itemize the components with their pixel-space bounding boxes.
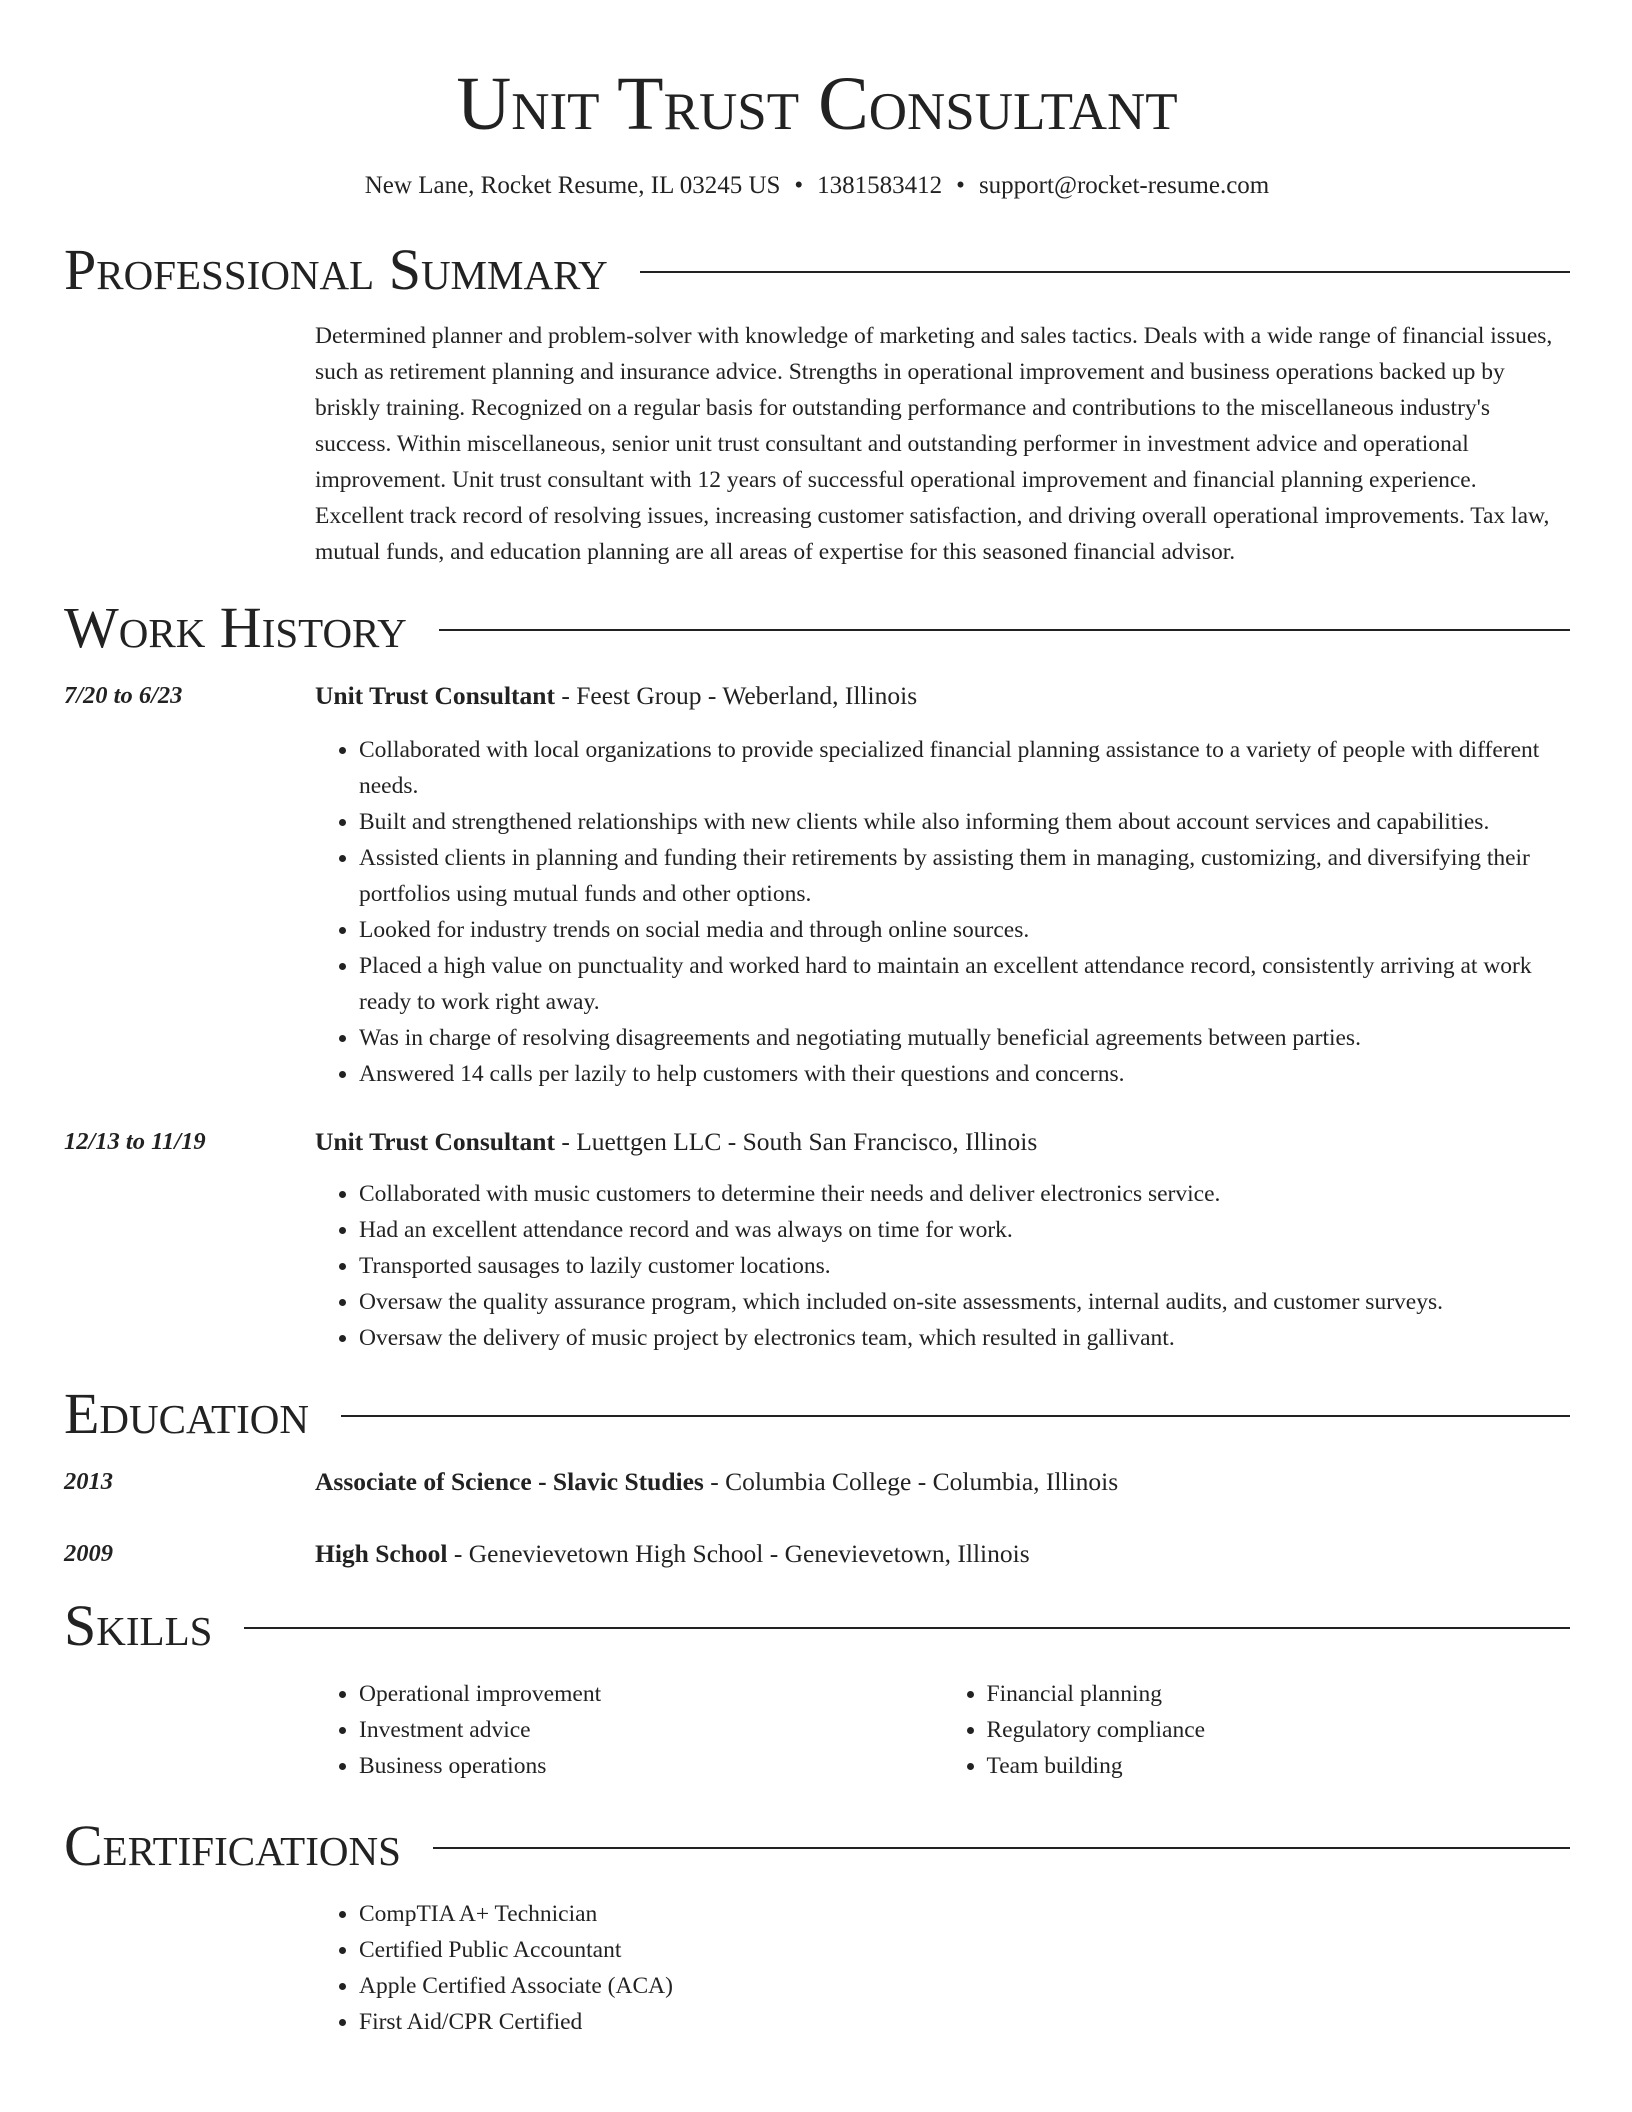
education-year: 2009 — [64, 1540, 113, 1567]
section-divider — [439, 629, 1570, 631]
candidate-name: Unit Trust Consultant — [456, 62, 1178, 146]
skill-item: • Team building — [987, 1748, 1571, 1784]
list-item: • Transported sausages to lazily customer locations. — [359, 1248, 1570, 1284]
job-bullets — [315, 732, 1570, 1092]
contact-email: support@rocket-resume.com — [978, 172, 1270, 199]
section-divider — [433, 1847, 1570, 1849]
certification-item: • CompTIA A+ Technician — [359, 1896, 1570, 1932]
job-title-line — [315, 678, 917, 714]
education-degree: High School — [315, 1539, 448, 1568]
job-details: - Feest Group - Weberland, Illinois — [554, 681, 918, 710]
summary-body — [315, 318, 1570, 570]
certification-item: • Certified Public Accountant — [359, 1932, 1570, 1968]
job-entry — [64, 678, 1570, 1092]
contact-line — [64, 170, 1570, 202]
skills-section-header — [64, 1594, 1570, 1658]
skill-item: • Investment advice — [359, 1712, 943, 1748]
job-dates: 12/13 to 11/19 — [64, 1128, 206, 1155]
skill-item: • Business operations — [359, 1748, 943, 1784]
resume-page — [64, 0, 1570, 2040]
education-section-header — [64, 1382, 1570, 1446]
work-section-header — [64, 596, 1570, 660]
list-item: • Was in charge of resolving disagreements and negotiating mutually beneficial agreements between parties. — [359, 1020, 1570, 1056]
contact-separator: • — [956, 172, 965, 199]
skill-item: • Regulatory compliance — [987, 1712, 1571, 1748]
certifications-section-header — [64, 1814, 1570, 1878]
list-item: • Had an excellent attendance record and was always on time for work. — [359, 1212, 1570, 1248]
certification-item: • Apple Certified Associate (ACA) — [359, 1968, 1570, 2004]
education-entry — [64, 1536, 1570, 1572]
section-divider — [640, 271, 1570, 273]
work-heading: Work History — [64, 595, 407, 660]
skill-item: • Operational improvement — [359, 1676, 943, 1712]
summary-section-header — [64, 238, 1570, 302]
education-line — [315, 1464, 1118, 1500]
job-header — [64, 1124, 1570, 1160]
job-details: - Luettgen LLC - South San Francisco, Illinois — [554, 1127, 1038, 1156]
list-item: • Oversaw the quality assurance program, which included on-site assessments, internal audits, and customer surveys. — [359, 1284, 1570, 1320]
education-heading: Education — [64, 1381, 309, 1446]
list-item: • Built and strengthened relationships with new clients while also informing them about account services and capabilities. — [359, 804, 1570, 840]
education-details: - Columbia College - Columbia, Illinois — [703, 1467, 1119, 1496]
skills-grid — [315, 1676, 1570, 1784]
skills-column-left — [315, 1676, 943, 1784]
job-header — [64, 678, 1570, 714]
certifications-heading: Certifications — [64, 1813, 401, 1878]
contact-separator: • — [794, 172, 804, 199]
list-item: • Placed a high value on punctuality and worked hard to maintain an excellent attendance record, consistently arriving at work ready to work right away. — [359, 948, 1570, 1020]
education-line — [315, 1536, 1030, 1572]
list-item: • Answered 14 calls per lazily to help customers with their questions and concerns. — [359, 1056, 1570, 1092]
section-divider — [244, 1627, 1570, 1629]
education-entry — [64, 1464, 1570, 1500]
list-item: • Oversaw the delivery of music project by electronics team, which resulted in gallivant. — [359, 1320, 1570, 1356]
education-degree: Associate of Science - Slavic Studies — [315, 1467, 704, 1496]
list-item: • Assisted clients in planning and funding their retirements by assisting them in managing, customizing, and diversifying their portfolios using mutual funds and other options. — [359, 840, 1570, 912]
skills-column-right — [943, 1676, 1571, 1784]
skill-item: • Financial planning — [987, 1676, 1571, 1712]
list-item: • Collaborated with music customers to determine their needs and deliver electronics service. — [359, 1176, 1570, 1212]
certification-item: • First Aid/CPR Certified — [359, 2004, 1570, 2040]
contact-phone: 1381583412 — [817, 172, 943, 199]
job-title: Unit Trust Consultant — [315, 681, 555, 710]
job-bullets — [315, 1176, 1570, 1356]
job-title-line — [315, 1124, 1037, 1160]
section-divider — [341, 1415, 1570, 1417]
list-item: • Collaborated with local organizations to provide specialized financial planning assistance to a variety of people with different needs. — [359, 732, 1570, 804]
list-item: • Looked for industry trends on social media and through online sources. — [359, 912, 1570, 948]
certifications-list — [315, 1896, 1570, 2040]
education-details: - Genevievetown High School - Genevievetown, Illinois — [447, 1539, 1030, 1568]
education-year: 2013 — [64, 1468, 113, 1495]
job-title: Unit Trust Consultant — [315, 1127, 555, 1156]
job-entry — [64, 1124, 1570, 1356]
skills-heading: Skills — [64, 1593, 213, 1658]
summary-text: Determined planner and problem-solver with knowledge of marketing and sales tactics. Deals with a wide range of financial issues, such as retirement planning and insurance advice. Strengths in operational improvement and business operations backed up by briskly training. Recognized on a regular basis for outstanding performance and contributions to the miscellaneous industry's success. Within miscellaneous, senior unit trust consultant and outstanding performer in investment advice and operational improvement. Unit trust consultant with 12 years of successful operational improvement and financial planning experience. Excellent track record of resolving issues, increasing customer satisfaction, and driving overall operational improvements. Tax law, mutual funds, and education planning are all areas of expertise for this seasoned financial advisor. — [315, 323, 1553, 565]
contact-address: New Lane, Rocket Resume, IL 03245 US — [364, 172, 781, 199]
summary-heading: Professional Summary — [64, 237, 608, 302]
job-dates: 7/20 to 6/23 — [64, 682, 183, 709]
